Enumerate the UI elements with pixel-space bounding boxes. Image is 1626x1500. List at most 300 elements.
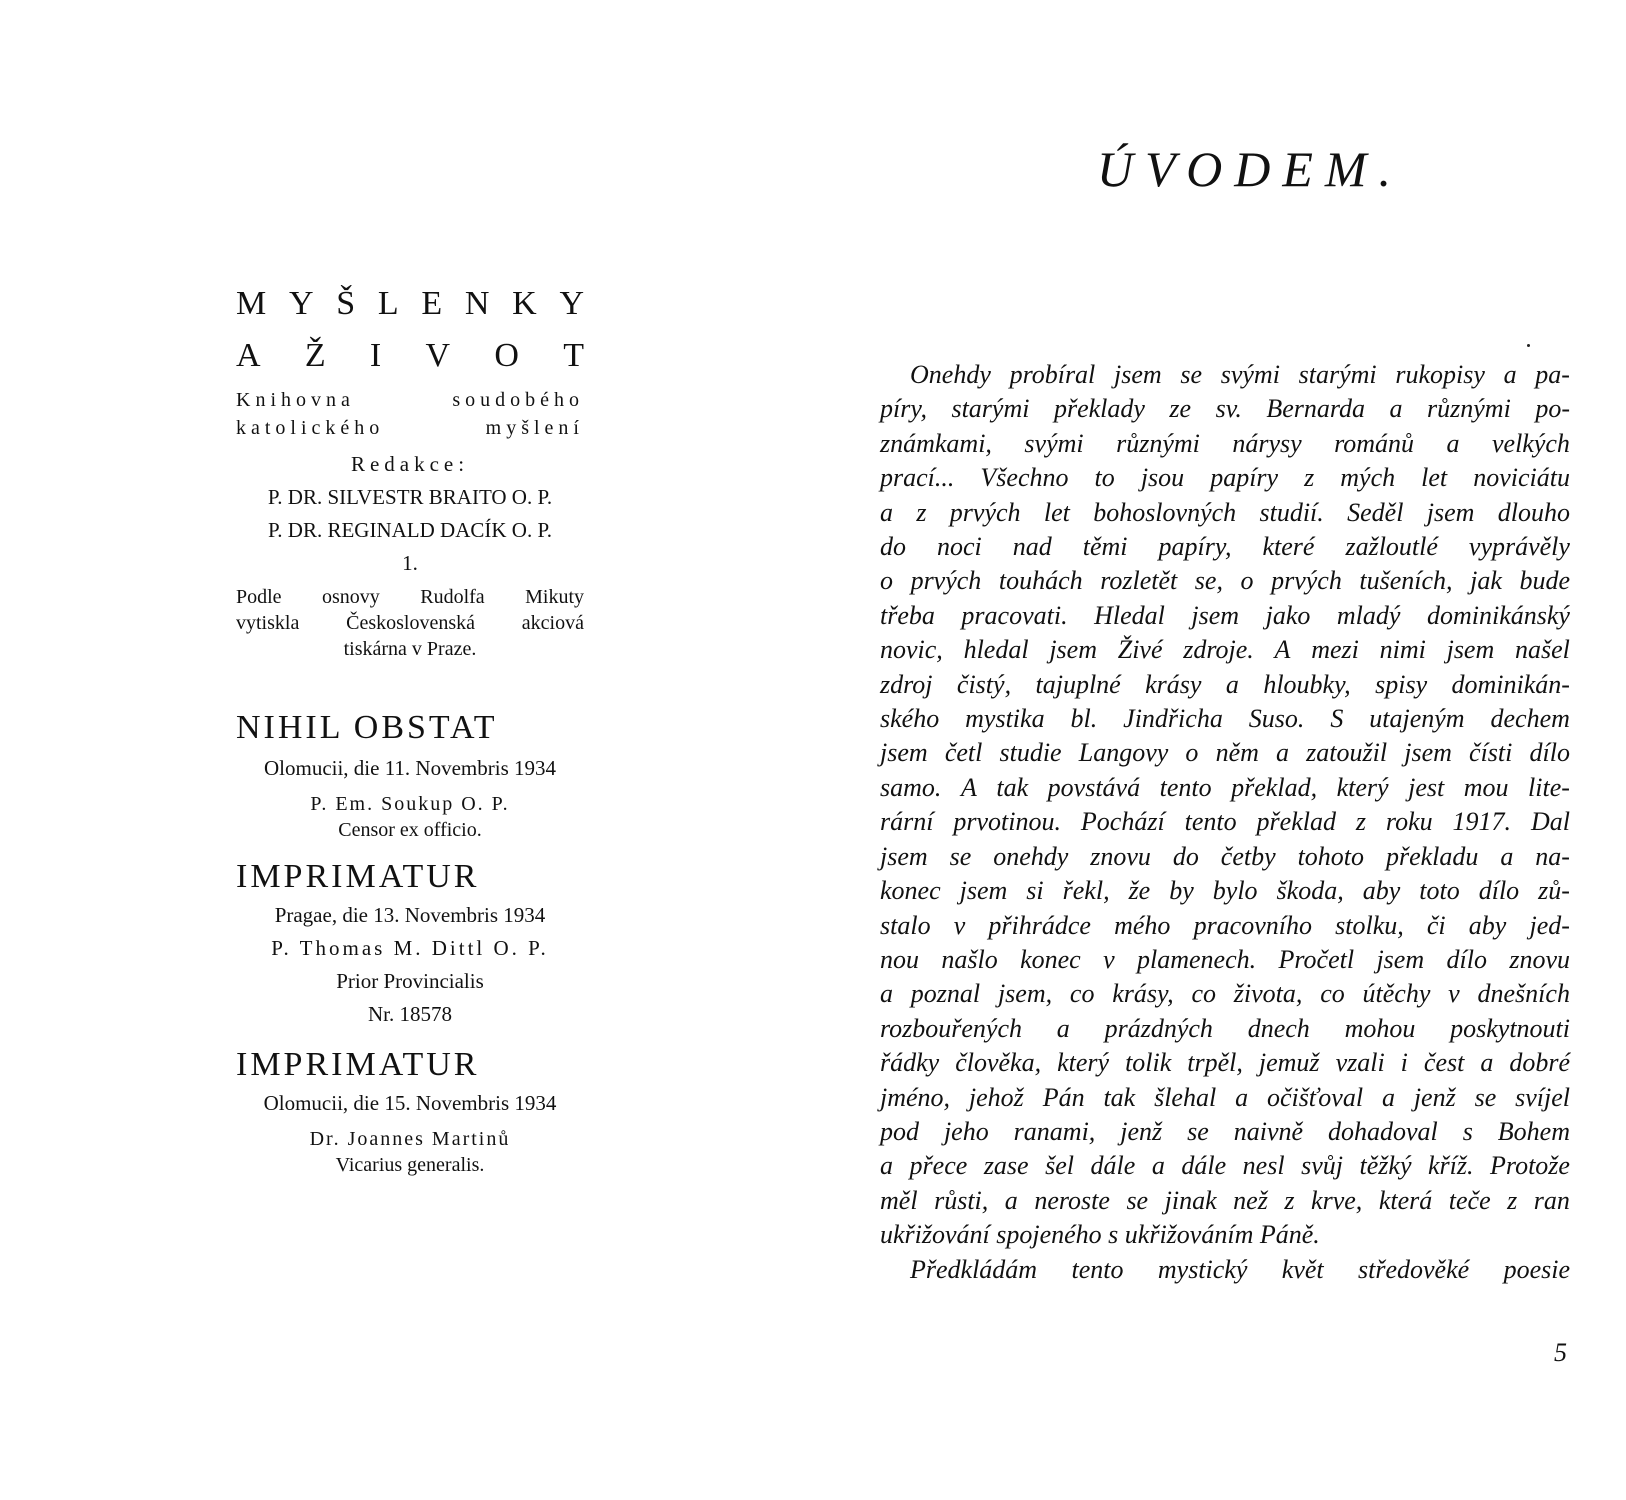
- text-line: [880, 392, 1570, 426]
- word: povstává: [1047, 772, 1141, 802]
- word: tušeních,: [1359, 566, 1453, 596]
- library-word: myšlení: [485, 417, 584, 439]
- word: Seděl: [1347, 497, 1404, 527]
- text-line: [880, 977, 1570, 1011]
- word: S: [1330, 704, 1344, 734]
- text-line: [880, 599, 1570, 633]
- word: a: [1381, 1082, 1395, 1112]
- word: jed-: [1529, 910, 1570, 940]
- word: útěchy: [1362, 979, 1431, 1009]
- word: svůj: [1301, 1151, 1343, 1181]
- word: mladý: [1336, 600, 1401, 630]
- word: a: [1235, 1082, 1249, 1112]
- word: o: [1240, 566, 1254, 596]
- word: četby: [1220, 841, 1276, 871]
- word: tajuplné: [1035, 669, 1121, 699]
- word: románů: [1334, 428, 1415, 458]
- word: samo.: [880, 772, 942, 802]
- word: tohoto: [1297, 841, 1365, 871]
- word: poesie: [1503, 1254, 1570, 1284]
- word: řekl,: [1062, 876, 1110, 906]
- text-line: [880, 633, 1570, 667]
- word: jsem: [1191, 600, 1240, 630]
- word: konec: [1020, 944, 1081, 974]
- word: o: [1185, 738, 1199, 768]
- word: z: [916, 497, 927, 527]
- word: v: [953, 910, 966, 940]
- word: svými: [1024, 428, 1084, 458]
- word: nimi: [1379, 635, 1426, 665]
- word: Protože: [1490, 1151, 1570, 1181]
- word: svíjel: [1515, 1082, 1570, 1112]
- word: velkých: [1492, 428, 1570, 458]
- word: krásy: [1145, 669, 1202, 699]
- word: co: [1191, 979, 1216, 1009]
- word: co: [1320, 979, 1345, 1009]
- word: dominikán-: [1451, 669, 1570, 699]
- word: v: [1448, 979, 1460, 1009]
- place-date: Olomucii, die 11. Novembris 1934: [263, 756, 557, 780]
- word: překlad: [1256, 807, 1336, 837]
- censor-name: P. Em. Soukup O. P.: [310, 793, 510, 815]
- word: by: [1169, 876, 1194, 906]
- word: hloubky,: [1263, 669, 1351, 699]
- word: zů-: [1538, 876, 1570, 906]
- word: nárysy: [1232, 428, 1302, 458]
- word: člověka,: [955, 1048, 1042, 1078]
- word: krásy,: [1112, 979, 1174, 1009]
- word: kříž.: [1428, 1151, 1474, 1181]
- word: Pán: [1042, 1082, 1085, 1112]
- word: nad: [1012, 532, 1052, 562]
- word: rozbouřených: [880, 1013, 1023, 1043]
- word: konec: [880, 876, 941, 906]
- word: jak: [1470, 566, 1502, 596]
- word: jsem: [959, 876, 1008, 906]
- word: s: [1462, 1116, 1473, 1146]
- word: který: [1336, 772, 1389, 802]
- word: jméno,: [880, 1082, 951, 1112]
- word: vyprávěly: [1468, 532, 1570, 562]
- text-line: [880, 771, 1570, 805]
- print-speck: [1527, 344, 1530, 347]
- word: poskytnouti: [1450, 1013, 1570, 1043]
- word: let: [1421, 463, 1448, 493]
- word: Langovy: [1078, 738, 1169, 768]
- editors-label: Redakce:: [350, 452, 470, 476]
- title-letter: O: [494, 337, 519, 374]
- word: prázdných: [1104, 1013, 1213, 1043]
- word: čistý,: [956, 669, 1012, 699]
- word: Bernarda: [1266, 394, 1366, 424]
- word: onehdy: [993, 841, 1069, 871]
- word: se: [949, 841, 972, 871]
- text-line: [880, 564, 1570, 598]
- word: života,: [1233, 979, 1303, 1009]
- word: pracovního: [1193, 910, 1312, 940]
- title-letter: Š: [336, 285, 356, 322]
- word: zase: [983, 1151, 1029, 1181]
- word: škoda,: [1276, 876, 1344, 906]
- word: A: [1274, 635, 1291, 665]
- word: z: [1284, 1185, 1295, 1215]
- word: jsem,: [997, 979, 1053, 1009]
- word: dílo: [1446, 944, 1487, 974]
- word: bl.: [1070, 704, 1098, 734]
- word: do: [1172, 841, 1199, 871]
- word: nou: [880, 944, 919, 974]
- editor-name: P. DR. REGINALD DACÍK O. P.: [267, 518, 553, 542]
- word: aby: [1468, 910, 1507, 940]
- word: zažloutlé: [1345, 532, 1438, 562]
- word: o: [880, 566, 893, 596]
- printing-line: Podle osnovy Rudolfa Mikuty: [236, 586, 584, 608]
- word: mohou: [1344, 1013, 1416, 1043]
- word: znovu: [1509, 944, 1570, 974]
- word: nesl: [1242, 1151, 1285, 1181]
- word: různými: [1427, 394, 1511, 424]
- word: pa-: [1535, 360, 1570, 389]
- word: stolku,: [1335, 910, 1404, 940]
- word: poznal: [910, 979, 981, 1009]
- word: četl: [944, 738, 983, 768]
- title-letter: I: [369, 337, 382, 374]
- word: jsou: [1140, 463, 1185, 493]
- word: píry,: [880, 394, 927, 424]
- word: zdroje.: [1183, 635, 1254, 665]
- introduction-text: [880, 358, 1570, 1287]
- word: které: [1262, 532, 1315, 562]
- library-word: soudobého: [452, 389, 584, 411]
- word: lite-: [1528, 772, 1570, 802]
- imprimatur-heading: IMPRIMATUR: [236, 858, 480, 895]
- word: známkami,: [880, 428, 992, 458]
- word: se: [1474, 1082, 1497, 1112]
- word: šel: [1045, 1151, 1075, 1181]
- word: těmi: [1082, 532, 1128, 562]
- word: ského: [880, 704, 940, 734]
- word: teče: [1448, 1185, 1491, 1215]
- title-letter: Y: [288, 285, 314, 322]
- text-line: [880, 1253, 1570, 1287]
- text-line: [880, 530, 1570, 564]
- word: se,: [1194, 566, 1223, 596]
- word: si: [1026, 876, 1044, 906]
- word: přihrádce: [988, 910, 1091, 940]
- word: ze: [1169, 394, 1192, 424]
- word: do: [880, 532, 906, 562]
- word: tento: [1184, 807, 1237, 837]
- word: z: [1507, 1185, 1518, 1215]
- word: jsem: [880, 841, 928, 871]
- word: než: [1233, 1185, 1268, 1215]
- title-letter: K: [512, 285, 537, 322]
- word: překlad,: [1231, 772, 1318, 802]
- word: rární: [880, 807, 934, 837]
- word: studie: [999, 738, 1062, 768]
- word: to: [1094, 463, 1115, 493]
- word: novic,: [880, 635, 943, 665]
- word: a: [1276, 738, 1290, 768]
- text-line: [880, 909, 1570, 943]
- text-line: [880, 702, 1570, 736]
- word: a: [1500, 841, 1514, 871]
- text-line: [880, 736, 1570, 770]
- word: tento: [1071, 1254, 1124, 1284]
- place-date: Pragae, die 13. Novembris 1934: [274, 903, 546, 927]
- word: překlady: [1053, 394, 1145, 424]
- library-line1: [236, 386, 584, 414]
- censor-role: Censor ex officio.: [338, 819, 482, 841]
- word: a: [880, 979, 893, 1009]
- text-line: [880, 668, 1570, 702]
- word: probíral: [1009, 360, 1096, 389]
- word: se: [1187, 1116, 1209, 1146]
- word: a: [1004, 1185, 1018, 1215]
- word: hledal: [963, 635, 1029, 665]
- word: krve,: [1311, 1185, 1363, 1215]
- word: Předkládám: [910, 1254, 1038, 1284]
- text-line: [880, 496, 1570, 530]
- word: prvých: [949, 497, 1021, 527]
- word: na-: [1535, 841, 1570, 871]
- word: Hledal: [1094, 600, 1165, 630]
- word: jemuž: [1258, 1048, 1320, 1078]
- word: z: [1304, 463, 1315, 493]
- word: jsem: [1446, 635, 1495, 665]
- word: Pročetl: [1278, 944, 1355, 974]
- word: touhách: [998, 566, 1083, 596]
- word: jsem: [1049, 635, 1097, 665]
- word: prvotinou.: [953, 807, 1061, 837]
- word: šlehal: [1154, 1082, 1217, 1112]
- text-line: [880, 1184, 1570, 1218]
- nihil-obstat-heading: NIHIL OBSTAT: [236, 709, 498, 746]
- word: různými: [1116, 428, 1200, 458]
- word: noci: [937, 532, 982, 562]
- text-line: [880, 1081, 1570, 1115]
- word: Všechno: [980, 463, 1069, 493]
- word: Dal: [1530, 807, 1570, 837]
- word: tento: [1159, 772, 1212, 802]
- word: těžký: [1359, 1151, 1412, 1181]
- word: jsem: [1376, 944, 1425, 974]
- word: našlo: [941, 944, 998, 974]
- title-letter: V: [425, 337, 451, 374]
- word: plamenech.: [1137, 944, 1257, 974]
- word: co: [1069, 979, 1095, 1009]
- word: jehož: [968, 1082, 1024, 1112]
- word: Suso.: [1248, 704, 1305, 734]
- word: prvých: [1271, 566, 1342, 596]
- text-line: [880, 840, 1570, 874]
- word: znovu: [1090, 841, 1151, 871]
- word: a: [1503, 360, 1517, 389]
- word: a: [880, 497, 893, 527]
- word: mystika: [965, 704, 1045, 734]
- reference-number: Nr. 18578: [368, 1002, 452, 1026]
- word: ran: [1533, 1185, 1570, 1215]
- word: Živé: [1117, 635, 1163, 665]
- text-line: [880, 358, 1570, 392]
- word: dílo: [1478, 876, 1520, 906]
- word: jenž: [1120, 1116, 1163, 1146]
- word: mou: [1463, 772, 1509, 802]
- word: růsti,: [934, 1185, 989, 1215]
- word: květ: [1281, 1254, 1324, 1284]
- word: dnech: [1247, 1013, 1310, 1043]
- word: noviciátu: [1473, 463, 1570, 493]
- word: sv.: [1215, 394, 1242, 424]
- word: dohadoval: [1327, 1116, 1438, 1146]
- title-letter: M: [236, 285, 267, 322]
- word: tolik: [1125, 1048, 1172, 1078]
- word: prací...: [880, 463, 955, 493]
- word: očišťoval: [1266, 1082, 1364, 1112]
- right-page: [880, 140, 1570, 1284]
- series-title-line2: [236, 330, 584, 382]
- word: let: [1043, 497, 1070, 527]
- word: pod: [880, 1116, 919, 1146]
- text-line: [880, 1046, 1570, 1080]
- text-line: [880, 1012, 1570, 1046]
- word: dále: [1090, 1151, 1136, 1181]
- word: aby: [1362, 876, 1401, 906]
- word: svými: [1220, 360, 1280, 389]
- title-letter: T: [563, 337, 584, 374]
- word: středověké: [1358, 1254, 1470, 1284]
- text-line: [880, 427, 1570, 461]
- word: starými: [951, 394, 1030, 424]
- word: řádky: [880, 1048, 940, 1078]
- word: stalo: [880, 910, 931, 940]
- title-letter: N: [464, 285, 490, 322]
- word: dále: [1181, 1151, 1227, 1181]
- text-line: [880, 461, 1570, 495]
- word: z: [1355, 807, 1366, 837]
- word: bohoslovných: [1093, 497, 1237, 527]
- word: přece: [909, 1151, 968, 1181]
- word: jsem: [1426, 497, 1475, 527]
- word: Bohem: [1497, 1116, 1570, 1146]
- word: jsem: [1113, 360, 1162, 389]
- word: mého: [1114, 910, 1171, 940]
- library-word: katolického: [236, 417, 385, 439]
- word: utajeným: [1369, 704, 1465, 734]
- word: zdroj: [880, 669, 933, 699]
- word: studií.: [1259, 497, 1324, 527]
- word: jako: [1265, 600, 1311, 630]
- text-line: [880, 1149, 1570, 1183]
- word: dobré: [1509, 1048, 1570, 1078]
- word: jinak: [1164, 1185, 1217, 1215]
- word: našel: [1515, 635, 1570, 665]
- word: třeba: [880, 600, 935, 630]
- word: roku: [1385, 807, 1433, 837]
- word: něm: [1215, 738, 1259, 768]
- title-letter: Y: [559, 285, 584, 322]
- word: pracovati.: [961, 600, 1068, 630]
- word: 1917.: [1452, 807, 1512, 837]
- word: se: [1126, 1185, 1149, 1215]
- word: zatoužil: [1306, 738, 1388, 768]
- vicar-role: Vicarius generalis.: [335, 1154, 485, 1176]
- word: po-: [1535, 394, 1570, 424]
- word: jsem: [880, 738, 928, 768]
- word: A: [960, 772, 977, 802]
- word: jsem: [1404, 738, 1452, 768]
- vicar-name: Dr. Joannes Martinů: [309, 1128, 511, 1150]
- printing-line: vytiskla Československá akciová: [236, 612, 584, 634]
- word: čísti: [1469, 738, 1513, 768]
- editor-name: P. DR. SILVESTR BRAITO O. P.: [267, 485, 553, 509]
- word: jest: [1408, 772, 1445, 802]
- word: papíry: [1210, 463, 1279, 493]
- word: a: [880, 1151, 893, 1181]
- word: starými: [1298, 360, 1377, 389]
- word: tak: [996, 772, 1029, 802]
- word: dlouho: [1497, 497, 1570, 527]
- place-date: Olomucii, die 15. Novembris 1934: [263, 1091, 557, 1115]
- word: Pochází: [1080, 807, 1165, 837]
- word: vzali: [1335, 1048, 1385, 1078]
- word: tak: [1103, 1082, 1136, 1112]
- word: rozletět: [1100, 566, 1178, 596]
- word: jenž: [1413, 1082, 1456, 1112]
- word: trpěl,: [1187, 1048, 1243, 1078]
- printing-line: tiskárna v Praze.: [343, 638, 477, 660]
- word: prvých: [910, 566, 982, 596]
- word: čest: [1423, 1048, 1465, 1078]
- text-line: [880, 805, 1570, 839]
- word: toto: [1419, 876, 1460, 906]
- word: mystický: [1157, 1254, 1248, 1284]
- title-letter: Ž: [304, 337, 326, 374]
- word: dílo: [1529, 738, 1570, 768]
- title-letter: A: [236, 337, 261, 374]
- text-line: [880, 874, 1570, 908]
- word: Onehdy: [910, 360, 991, 389]
- library-word: Knihovna: [236, 389, 355, 411]
- word: mých: [1340, 463, 1396, 493]
- series-title-line1: [236, 278, 584, 330]
- word: překladu: [1385, 841, 1479, 871]
- text-line: [880, 943, 1570, 977]
- word: jeho: [943, 1116, 989, 1146]
- word: či: [1426, 910, 1446, 940]
- word: papíry,: [1158, 532, 1232, 562]
- word: a: [1151, 1151, 1165, 1181]
- word: bude: [1519, 566, 1570, 596]
- text-line: [880, 1115, 1570, 1149]
- word: měl: [880, 1185, 918, 1215]
- word: dechem: [1490, 704, 1570, 734]
- word: který: [1057, 1048, 1110, 1078]
- word: která: [1378, 1185, 1433, 1215]
- word: se: [1180, 360, 1203, 389]
- text-line: ukřižování spojeného s ukřižováním Páně.: [880, 1220, 1320, 1250]
- word: neroste: [1034, 1185, 1110, 1215]
- page-number: 5: [1554, 1338, 1567, 1367]
- left-page: [236, 278, 584, 1178]
- word: mezi: [1311, 635, 1359, 665]
- word: a: [1225, 669, 1239, 699]
- word: bylo: [1212, 876, 1258, 906]
- word: že: [1128, 876, 1151, 906]
- library-line2: [236, 414, 584, 442]
- word: Jindřicha: [1123, 704, 1223, 734]
- word: i: [1400, 1048, 1408, 1078]
